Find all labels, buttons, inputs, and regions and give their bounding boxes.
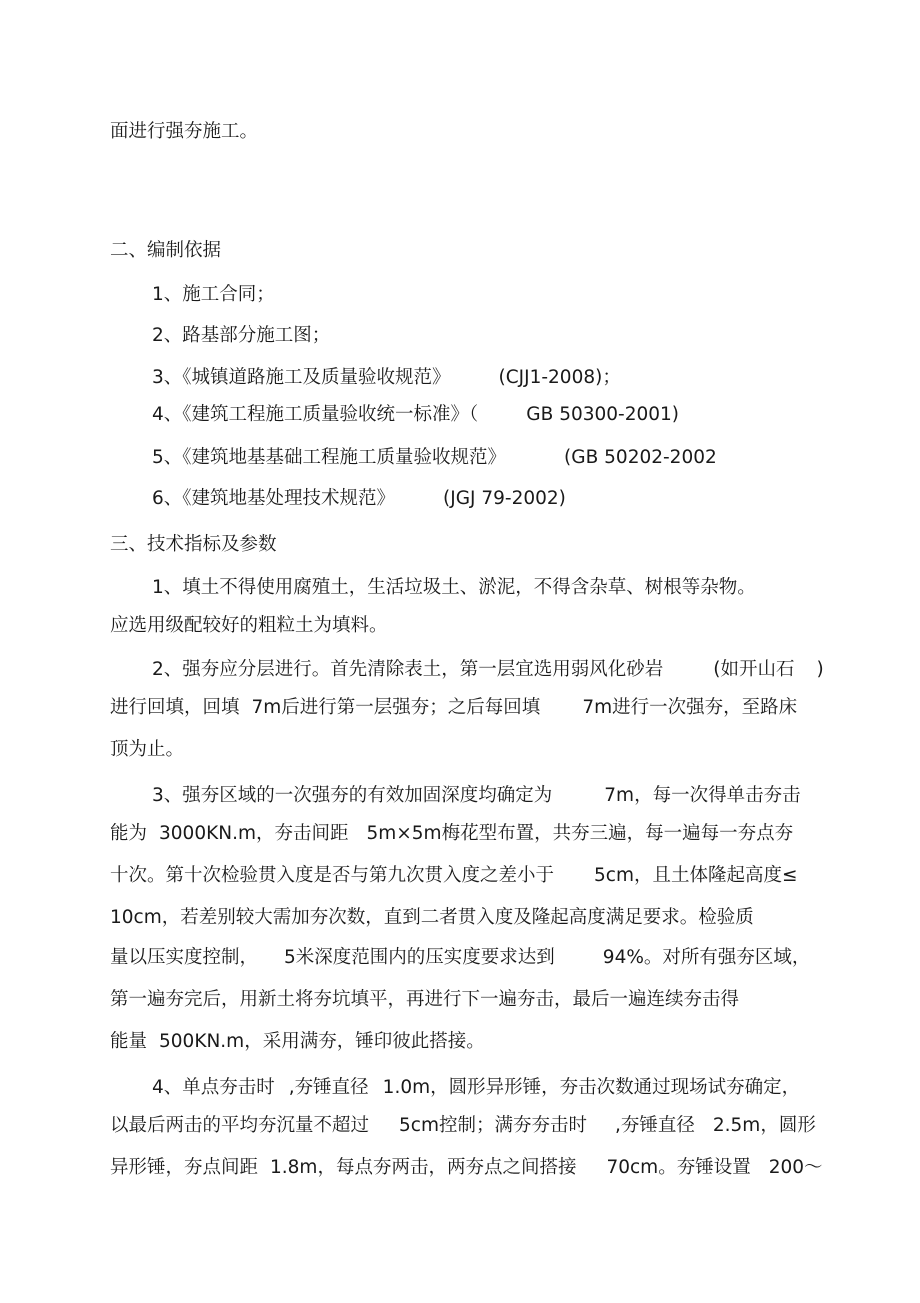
line-part: 以最后两击的平均夯沉量不超过 (110, 1115, 370, 1136)
line-part: 进行回填，回填 (110, 697, 240, 718)
line-part: 6、《建筑地基处理技术规范》 (152, 488, 396, 509)
text-line: 2、路基部分施工图； (152, 325, 331, 346)
text-line: 1、施工合同； (152, 284, 275, 305)
text-line (152, 658, 824, 682)
line-part: (GB 50202-2002 (564, 447, 717, 468)
text-line: 1、填土不得使用腐殖土，生活垃圾土、淤泥，不得含杂草、树根等杂物。 (152, 577, 756, 598)
line-part: 能为 (110, 823, 148, 844)
text-line (152, 366, 621, 390)
line-part: ,夯锤直径 (288, 1077, 369, 1098)
line-part: 3000KN.m，夯击间距 (159, 823, 349, 844)
text-line (110, 822, 793, 846)
text-line (152, 446, 717, 470)
line-part: GB 50300-2001) (526, 404, 680, 425)
line-part: 十次。第十次检验贯入度是否与第九次贯入度之差小于 (110, 865, 555, 886)
text-line (110, 1156, 823, 1180)
line-part: 3、强夯区域的一次强夯的有效加固深度均确定为 (152, 785, 553, 806)
line-part: 异形锤，夯点间距 (110, 1157, 259, 1178)
line-part: 4、《建筑工程施工质量验收统一标准》（ (152, 404, 479, 425)
line-part: 94%。对所有强夯区域， (602, 947, 811, 968)
line-part: ) (816, 659, 824, 680)
line-part: 7m后进行第一层强夯；之后每回填 (251, 697, 541, 718)
text-line (110, 946, 810, 970)
line-part: 1.0m，圆形异形锤，夯击次数通过现场试夯确定， (382, 1077, 801, 1098)
text-line: 第一遍夯完后，用新土将夯坑填平，再进行下一遍夯击，最后一遍连续夯击得 (110, 989, 740, 1010)
line-part: 7m，每一次得单击夯击 (604, 785, 801, 806)
line-part: 能量 (110, 1031, 148, 1052)
line-part: 2.5m，圆形 (712, 1115, 816, 1136)
text-line (152, 784, 801, 808)
text-line (110, 864, 797, 888)
line-part: 4、单点夯击时 (152, 1077, 275, 1098)
text-line: 10cm，若差别较大需加夯次数，直到二者贯入度及隆起高度满足要求。检验质 (110, 907, 754, 928)
text-line: 应选用级配较好的粗粒土为填料。 (110, 615, 388, 636)
section-heading: 三、技术指标及参数 (110, 534, 277, 555)
line-part: (JGJ 79-2002) (443, 488, 566, 509)
text-line (110, 696, 797, 720)
text-line: 面进行强夯施工。 (110, 121, 259, 142)
text-line (152, 487, 566, 511)
text-line: 顶为止。 (110, 739, 185, 760)
line-part: 7m进行一次强夯，至路床 (582, 697, 798, 718)
line-part: 500KN.m，采用满夯，锤印彼此搭接。 (159, 1031, 485, 1052)
line-part: 3、《城镇道路施工及质量验收规范》 (152, 367, 451, 388)
text-line (110, 1030, 485, 1054)
line-part: 5米深度范围内的压实度要求达到 (284, 947, 555, 968)
line-part: ,夯锤直径 (614, 1115, 695, 1136)
line-part: 5cm控制；满夯夯击时 (399, 1115, 587, 1136)
line-part: 2、强夯应分层进行。首先清除表土，第一层宜选用弱风化砂岩 (152, 659, 664, 680)
line-part: 5m×5m梅花型布置，共夯三遍，每一遍每一夯点夯 (366, 823, 794, 844)
line-part: 1.8m，每点夯两击，两夯点之间搭接 (270, 1157, 577, 1178)
line-part: 70cm。夯锤设置 (606, 1157, 751, 1178)
text-line (152, 1076, 800, 1100)
line-part: 5cm，且土体隆起高度≤ (594, 865, 798, 886)
line-part: 200～ (768, 1157, 823, 1178)
section-heading: 二、编制依据 (110, 240, 222, 261)
text-line (152, 403, 679, 427)
line-part: (如开山石 (713, 659, 795, 680)
line-part: 量以压实度控制， (110, 947, 259, 968)
text-line (110, 1114, 816, 1138)
line-part: (CJJ1-2008)； (498, 367, 621, 388)
line-part: 5、《建筑地基基础工程施工质量验收规范》 (152, 447, 507, 468)
